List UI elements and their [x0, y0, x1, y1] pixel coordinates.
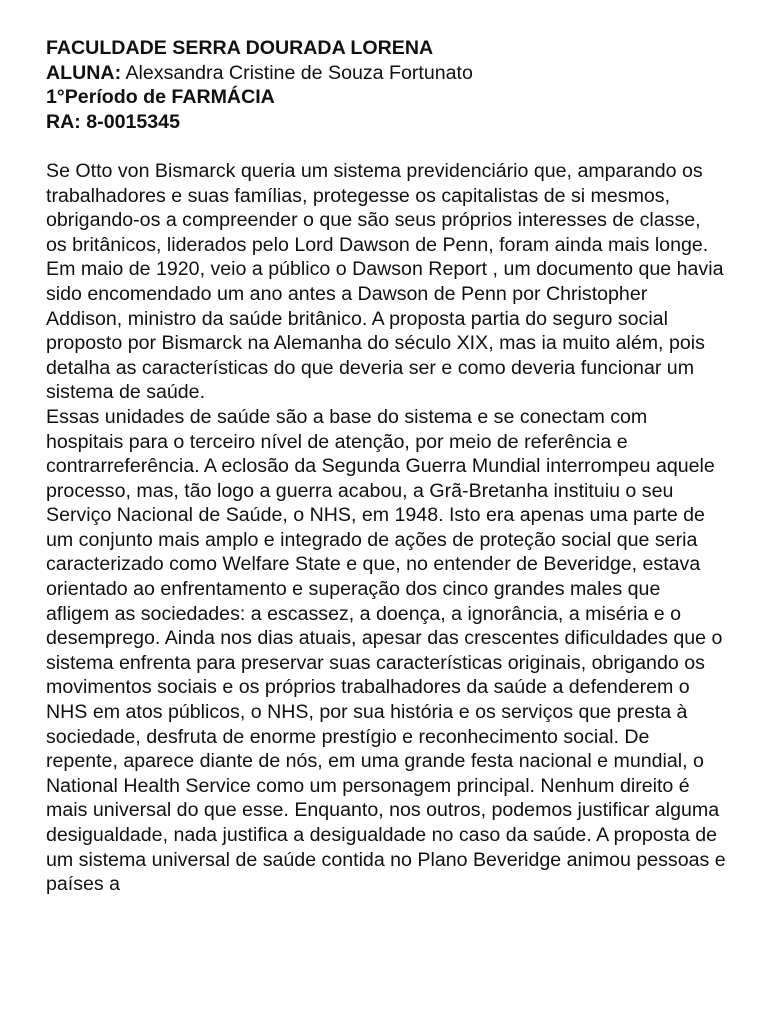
body-text: Se Otto von Bismarck queria um sistema previdenciário que, amparando os trabalhadores e suas famílias, protegesse os capitalistas de si mesmos, obrigando-os a compreender o que são seus próprios interesses de classe, os britânicos, liderados pelo Lord Dawson de Penn, foram ainda mais longe. Em maio de 1920, veio a público o Dawson Report , um documento que havia sido encomendado um ano antes a Dawson de Penn por Christopher Addison, ministro da saúde britânico. A proposta partia do seguro social proposto por Bismarck na Alemanha do século XIX, mas ia muito além, pois detalha as características do que deveria ser e como deveria funcionar um sistema de saúde. Essas unidades de saúde são a base do sistema e se conectam com hospitais para o terceiro nível de atenção, por meio de referência e contrarreferência. A eclosão da Segunda Guerra Mundial interrompeu aquele processo, mas, tão logo a guerra acabou, a Grã-Bretanha instituiu o seu Serviço Nacional de Saúde, o NHS, em 1948. Isto era apenas uma parte de um conjunto mais amplo e integrado de ações de proteção social que seria caracterizado como Welfare State e que, no entender de Beveridge, estava orientado ao enfrentamento e superação dos cinco grandes males que afligem as sociedades: a escassez, a doença, a ignorância, a miséria e o desemprego. Ainda nos dias atuais, apesar das crescentes dificuldades que o sistema enfrenta para preservar suas características originais, obrigando os movimentos sociais e os próprios trabalhadores da saúde a defenderem o NHS em atos públicos, o NHS, por sua história e os serviços que presta à sociedade, desfruta de enorme prestígio e reconhecimento social. De repente, aparece diante de nós, em uma grande festa nacional e mundial, o National Health Service como um personagem principal. Nenhum direito é mais universal do que esse. Enquanto, nos outros, podemos justificar alguma desigualdade, nada justifica a desigualdade no caso da saúde. A proposta de um sistema universal de saúde contida no Plano Beveridge animou pessoas e países a	[46, 159, 726, 896]
header-spacer	[46, 134, 726, 159]
document-page	[46, 36, 726, 897]
student-ra: RA: 8-0015345	[46, 110, 180, 133]
institution-name: FACULDADE SERRA DOURADA LORENA	[46, 37, 434, 59]
student-label: ALUNA:	[46, 61, 122, 84]
student-name: Alexsandra Cristine de Souza Fortunato	[121, 61, 473, 84]
student-line	[46, 61, 726, 86]
course-period: 1°Período de FARMÁCIA	[46, 86, 275, 109]
